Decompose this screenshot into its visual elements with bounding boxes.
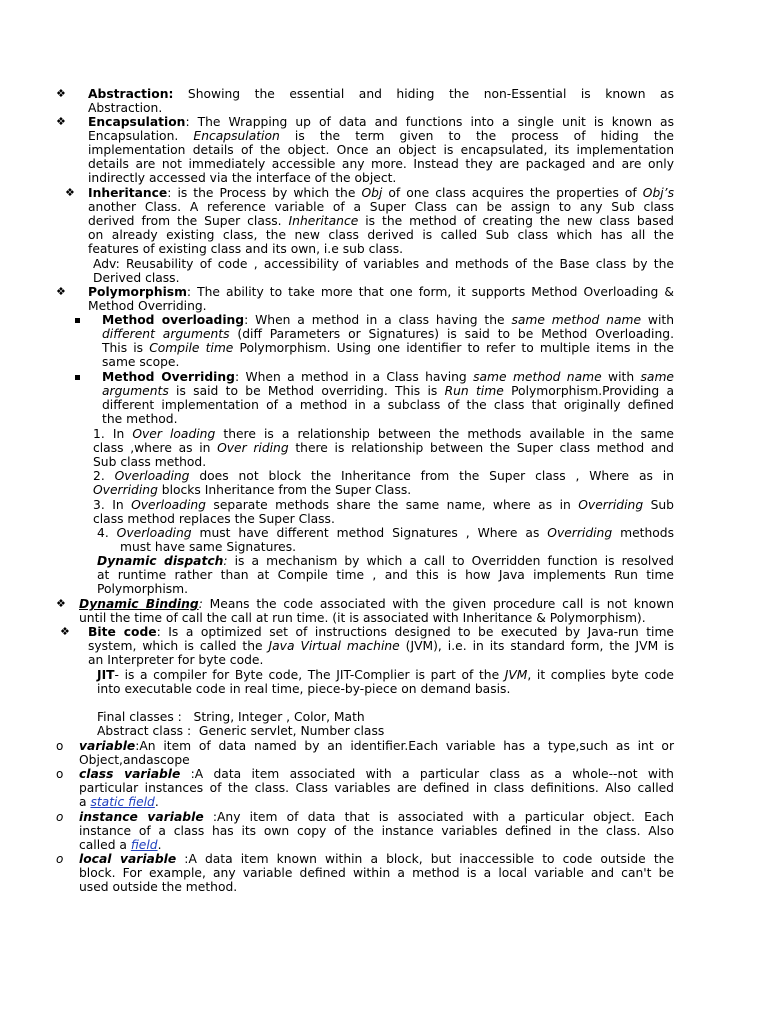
- text: is the term given to the process of hiding the: [279, 129, 674, 143]
- text: Over loading: [132, 427, 216, 441]
- variable-line-1: [79, 739, 674, 753]
- text: 4.: [97, 526, 117, 540]
- local-variable-line-1: [79, 852, 674, 866]
- text: there is relationship between the Super class method and: [288, 441, 674, 455]
- text: blocks Inheritance from the Super Class.: [157, 483, 412, 497]
- term: variable: [79, 739, 136, 753]
- diamond-bullet-icon: ❖: [65, 186, 75, 199]
- encapsulation-line-1: [88, 115, 674, 129]
- text: Over riding: [217, 441, 289, 455]
- term: JIT: [97, 668, 115, 682]
- encapsulation-line-5: indirectly accessed via the interface of the object.: [88, 171, 397, 185]
- circle-bullet-icon: o: [56, 739, 64, 753]
- local-variable-line-2: block. For example, any variable defined within a method is a local variable and can't be: [79, 866, 674, 880]
- polymorphism-line-2: Method Overriding.: [88, 299, 207, 313]
- text: Obj’s: [642, 186, 674, 200]
- text: JVM: [504, 668, 528, 682]
- overloading-line-3: [102, 341, 674, 355]
- text: Compile time: [149, 341, 234, 355]
- inheritance-adv-2: Derived class.: [93, 271, 180, 285]
- term: Inheritance: [88, 186, 168, 200]
- diamond-bullet-icon: ❖: [56, 115, 66, 128]
- inheritance-line-3: [88, 214, 674, 228]
- text: : Is a optimized set of instructions designed to be executed by Java-run time: [156, 625, 674, 639]
- point-2-line-2: [93, 483, 411, 497]
- text: .: [154, 795, 159, 809]
- term: Polymorphism: [88, 285, 187, 299]
- class-variable-line-3: [79, 795, 159, 809]
- point-3-line-2: class method replaces the Super Class.: [93, 512, 335, 526]
- inheritance-line-4: on already existing class, the new class derived is called Sub class which has all the: [88, 228, 674, 242]
- text: .: [157, 838, 162, 852]
- point-4-line-2: must have same Signatures.: [120, 540, 297, 554]
- text: , it complies byte code: [527, 668, 674, 682]
- circle-bullet-icon: o: [56, 852, 64, 866]
- inheritance-line-2: another Class. A reference variable of a Super Class can be assign to any Sub class: [88, 200, 674, 214]
- text: of one class acquires the properties of: [382, 186, 643, 200]
- text: system, which is called the: [88, 639, 269, 653]
- diamond-bullet-icon: ❖: [56, 597, 66, 610]
- text: with: [601, 370, 641, 384]
- square-bullet-icon: [75, 375, 80, 380]
- text: : The Wrapping up of data and functions into a single unit is known as: [185, 115, 674, 129]
- bite-code-line-3: an Interpreter for byte code.: [88, 653, 264, 667]
- text: Run time: [444, 384, 504, 398]
- text: This is: [102, 341, 150, 355]
- text: Means the code associated with the given procedure call is not known: [202, 597, 674, 611]
- text: is the method of creating the new class based: [358, 214, 674, 228]
- point-1-line-1: [93, 427, 674, 441]
- text: :: [223, 554, 228, 568]
- circle-bullet-icon: o: [56, 767, 64, 781]
- text: :A data item associated with a particular class as a whole--not with: [180, 767, 674, 781]
- instance-variable-line-1: [79, 810, 674, 824]
- abstraction-line-1: [88, 87, 674, 101]
- text: (JVM), i.e. in its standard form, the JVM is: [399, 639, 674, 653]
- text: Overloading: [131, 498, 206, 512]
- text: arguments: [102, 384, 169, 398]
- text: Polymorphism.Providing a: [503, 384, 674, 398]
- term: class variable: [79, 767, 181, 781]
- overloading-line-2: [102, 327, 674, 341]
- text: same method name: [511, 313, 642, 327]
- overriding-line-3: different implementation of a method in a subclass of the class that originally defined: [102, 398, 674, 412]
- text: 3. In: [93, 498, 132, 512]
- text: separate methods share the same name, where as in: [205, 498, 579, 512]
- text: a: [79, 795, 91, 809]
- abstraction-line-2: Abstraction.: [88, 101, 163, 115]
- overriding-line-1: [102, 370, 674, 384]
- text: 2.: [93, 469, 115, 483]
- text: Sub: [643, 498, 674, 512]
- variable-line-2: Object,andascope: [79, 753, 190, 767]
- text: must have different method Signatures , Where as: [191, 526, 548, 540]
- dynamic-dispatch-line-3: Polymorphism.: [97, 582, 189, 596]
- text: is said to be Method overriding. This is: [168, 384, 445, 398]
- local-variable-line-3: used outside the method.: [79, 880, 238, 894]
- text: does not block the Inheritance from the Super class , Where as in: [189, 469, 674, 483]
- text: :: [198, 597, 203, 611]
- point-3-line-1: [93, 498, 674, 512]
- class-variable-line-2: particular instances of the class. Class variables are defined in class definitions. Also called: [79, 781, 674, 795]
- text: with: [641, 313, 675, 327]
- text: Overriding: [578, 498, 644, 512]
- text: Encapsulation.: [88, 129, 194, 143]
- text: methods: [612, 526, 674, 540]
- text: is a mechanism by which a call to Overridden function is resolved: [227, 554, 674, 568]
- instance-variable-line-3: [79, 838, 162, 852]
- final-classes-line: Final classes : String, Integer , Color, Math: [97, 710, 365, 724]
- encapsulation-line-4: details are not immediately accessible any more. Instead they are packaged and are only: [88, 157, 674, 171]
- text: : When a method in a class having the: [244, 313, 512, 327]
- encapsulation-line-2: [88, 129, 674, 143]
- text: different arguments: [102, 327, 230, 341]
- text: Overriding: [93, 483, 158, 497]
- term: Bite code: [88, 625, 157, 639]
- polymorphism-line-1: [88, 285, 674, 299]
- diamond-bullet-icon: ❖: [56, 87, 66, 100]
- term: instance variable: [79, 810, 204, 824]
- text: : The ability to take more that one form, it supports Method Overloading &: [186, 285, 674, 299]
- diamond-bullet-icon: ❖: [56, 285, 66, 298]
- link-text: field: [130, 838, 158, 852]
- text: : is the Process by which the: [167, 186, 362, 200]
- link-text: static field: [90, 795, 155, 809]
- bite-code-line-2: [88, 639, 674, 653]
- term: Dynamic Binding: [79, 597, 199, 611]
- text: Inheritance: [288, 214, 359, 228]
- text: Encapsulation: [193, 129, 280, 143]
- dynamic-binding-line-1: [79, 597, 674, 611]
- text: - is a compiler for Byte code, The JIT-Complier is part of the: [114, 668, 505, 682]
- overriding-line-4: the method.: [102, 412, 178, 426]
- text: Overriding: [547, 526, 613, 540]
- text: same method name: [473, 370, 602, 384]
- inheritance-line-5: features of existing class and its own, i.e sub class.: [88, 242, 404, 256]
- text: :A data item known within a block, but inaccessible to code outside the: [176, 852, 675, 866]
- text: same: [640, 370, 675, 384]
- text: derived from the Super class.: [88, 214, 289, 228]
- text: Java Virtual machine: [268, 639, 400, 653]
- text: Polymorphism. Using one identifier to refer to multiple items in the: [233, 341, 674, 355]
- point-1-line-2: [93, 441, 674, 455]
- text: class ,where as in: [93, 441, 218, 455]
- text: Overloading: [116, 526, 192, 540]
- text: Showing the essential and hiding the non-Essential is known as: [173, 87, 674, 101]
- text: called a: [79, 838, 131, 852]
- point-4-line-1: [97, 526, 674, 540]
- point-1-line-3: Sub class method.: [93, 455, 207, 469]
- text: there is a relationship between the methods available in the same: [215, 427, 674, 441]
- term: Encapsulation: [88, 115, 186, 129]
- overloading-line-1: [102, 313, 674, 327]
- static-field-link[interactable]: [90, 795, 154, 809]
- text: :An item of data named by an identifier.Each variable has a type,such as int or: [135, 739, 674, 753]
- term: local variable: [79, 852, 177, 866]
- abstract-class-line: Abstract class : Generic servlet, Number class: [97, 724, 385, 738]
- dynamic-dispatch-line-2: at runtime rather than at Compile time , and this is how Java implements Run time: [97, 568, 674, 582]
- overloading-line-4: same scope.: [102, 355, 180, 369]
- inheritance-adv-1: Adv: Reusability of code , accessibility of variables and methods of the Base class by the: [93, 257, 674, 271]
- circle-bullet-icon: o: [56, 810, 64, 824]
- field-link[interactable]: [131, 838, 158, 852]
- text: 1. In: [93, 427, 133, 441]
- class-variable-line-1: [79, 767, 674, 781]
- text: :Any item of data that is associated with a particular object. Each: [203, 810, 674, 824]
- text: : When a method in a Class having: [234, 370, 474, 384]
- term: Method Overriding: [102, 370, 235, 384]
- term: Method overloading: [102, 313, 245, 327]
- inheritance-line-1: [88, 186, 674, 200]
- term: Abstraction:: [88, 87, 174, 101]
- term: Dynamic dispatch: [97, 554, 224, 568]
- overriding-line-2: [102, 384, 674, 398]
- encapsulation-line-3: implementation details of the object. Once an object is encapsulated, its implementation: [88, 143, 674, 157]
- text: (diff Parameters or Signatures) is said to be Method Overloading.: [229, 327, 674, 341]
- dynamic-dispatch-line-1: [97, 554, 674, 568]
- text: Obj: [361, 186, 383, 200]
- bite-code-line-1: [88, 625, 674, 639]
- jit-line-1: [97, 668, 674, 682]
- jit-line-2: into executable code in real time, piece-by-piece on demand basis.: [97, 682, 511, 696]
- text: Overloading: [114, 469, 190, 483]
- point-2-line-1: [93, 469, 674, 483]
- instance-variable-line-2: instance of a class has its own copy of the instance variables defined in the class. Also: [79, 824, 674, 838]
- square-bullet-icon: [75, 318, 80, 323]
- diamond-bullet-icon: ❖: [60, 625, 70, 638]
- dynamic-binding-line-2: until the time of call the call at run time. (it is associated with Inheritance & Polymorphism).: [79, 611, 646, 625]
